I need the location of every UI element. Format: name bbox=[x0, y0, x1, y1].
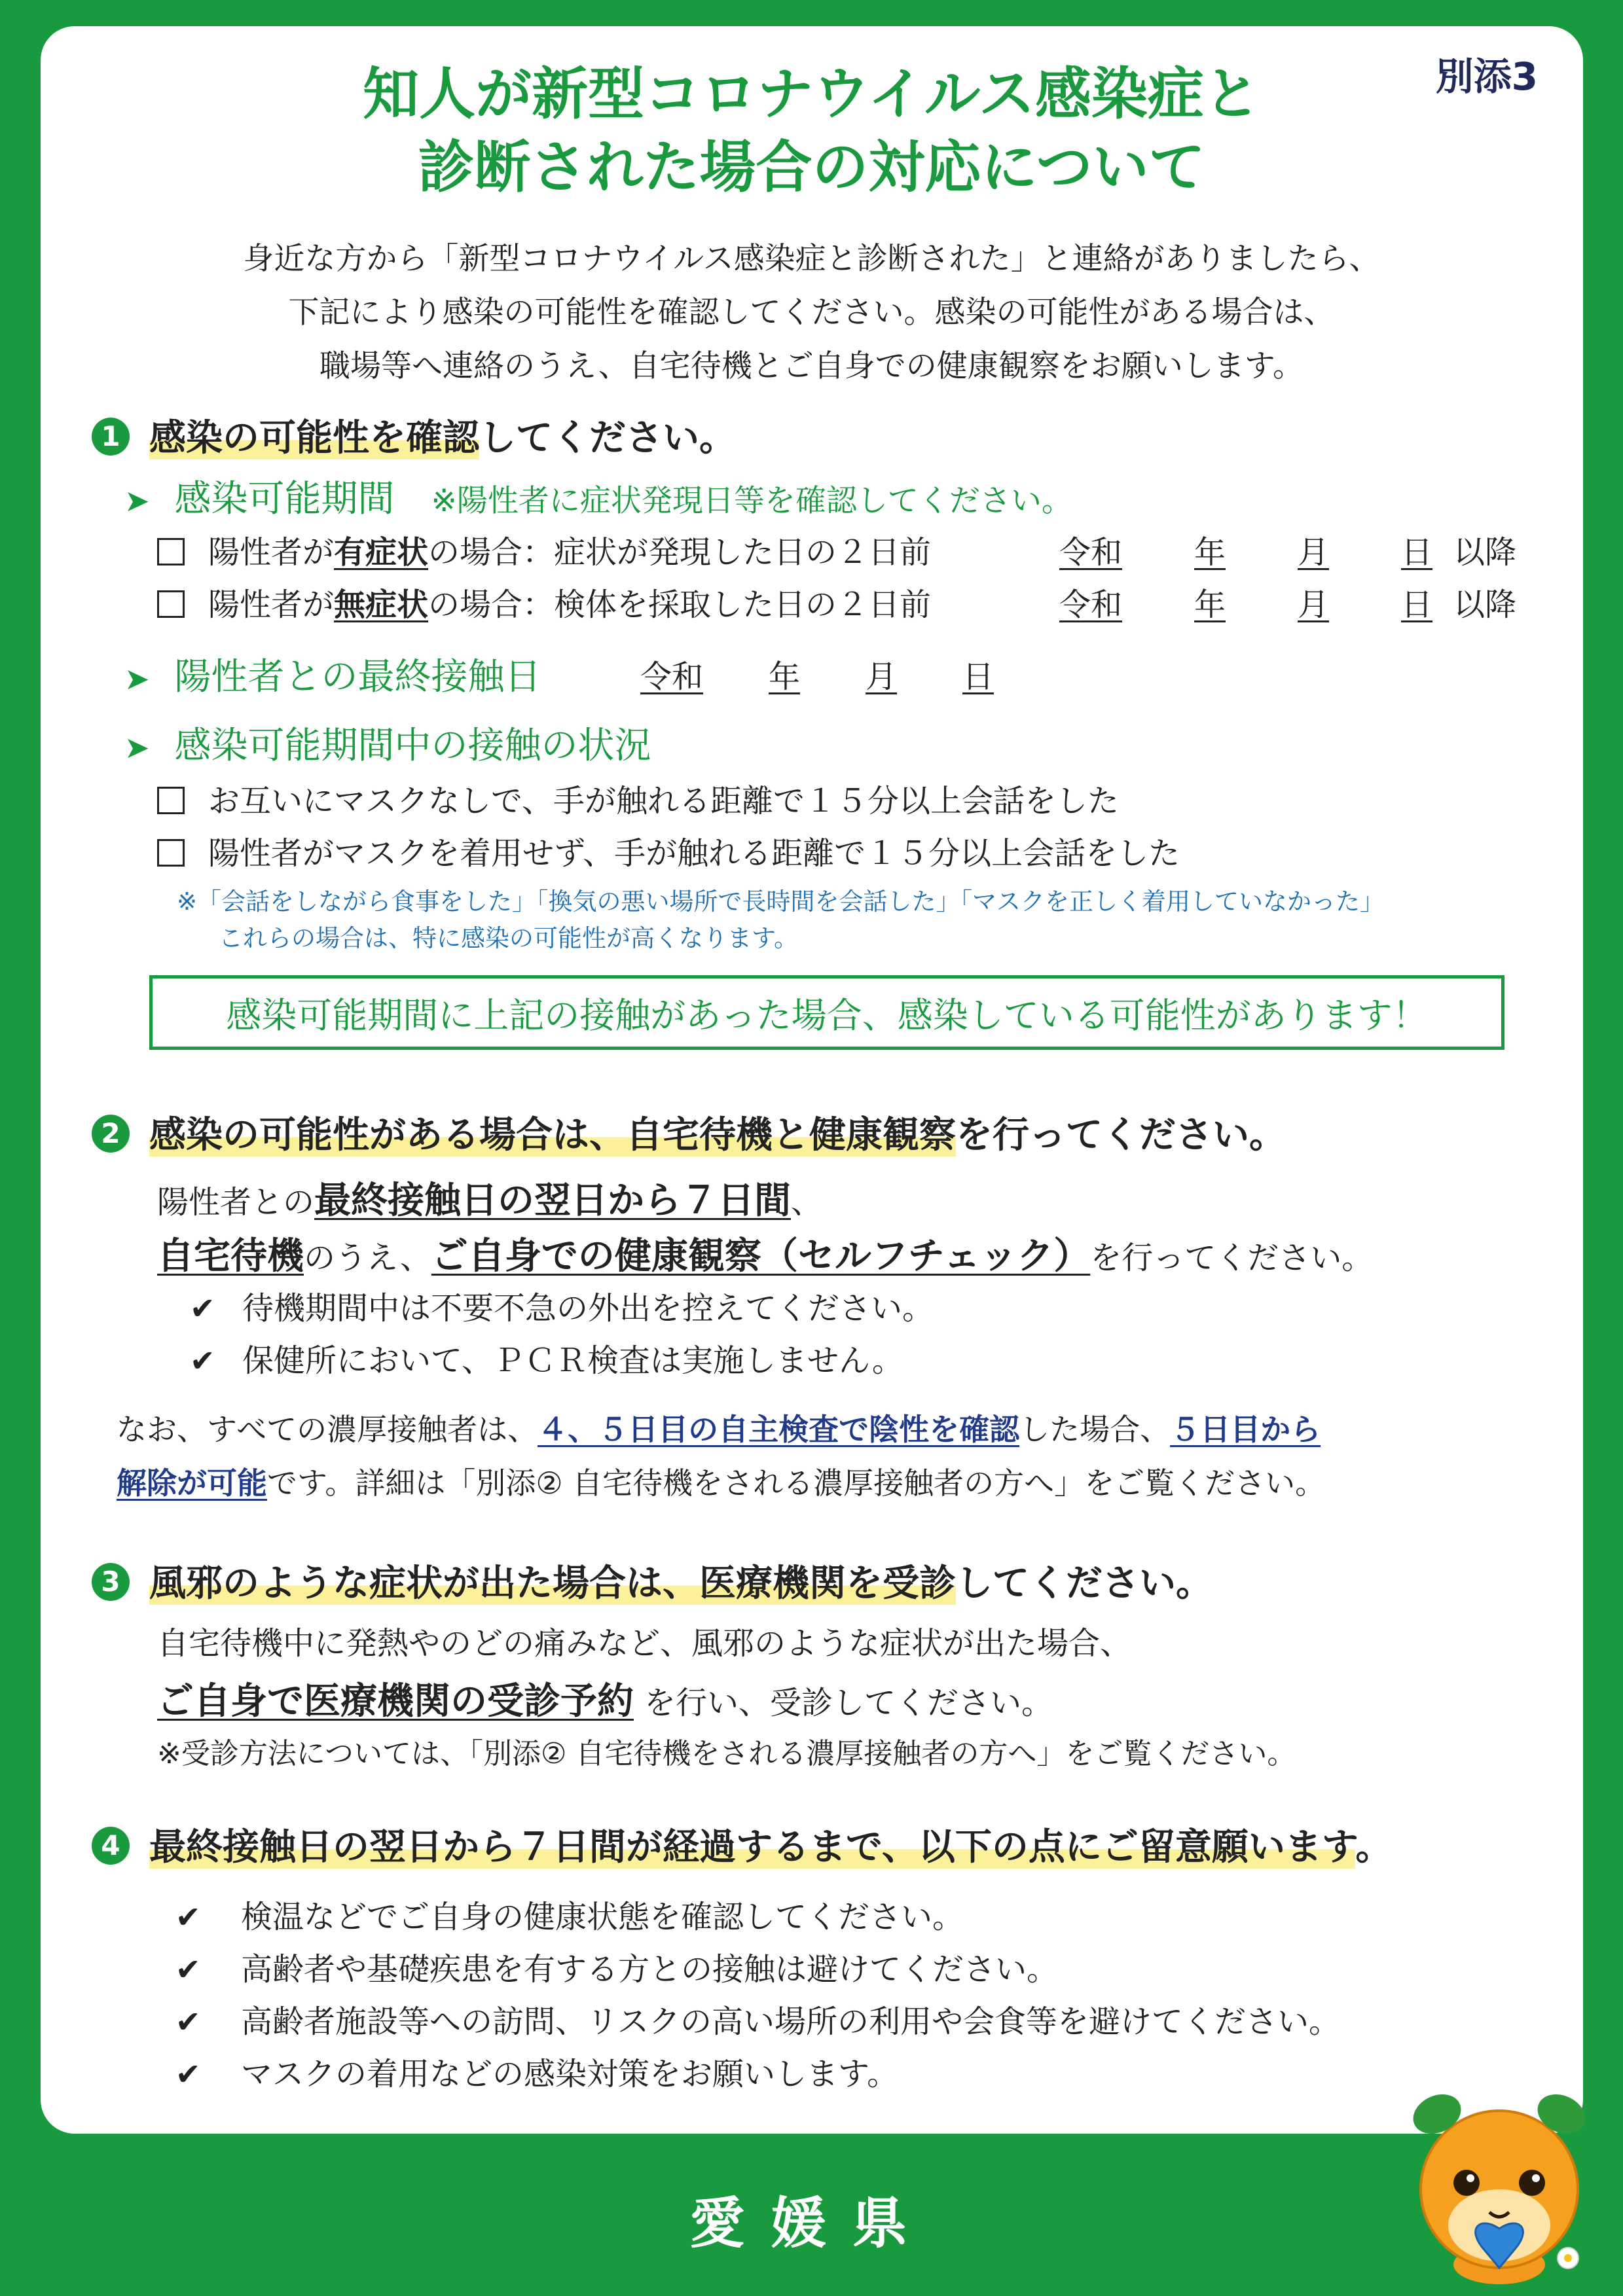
date-year: 年 bbox=[769, 658, 801, 695]
text: 陽性者との bbox=[157, 1184, 315, 1221]
last-contact-subheading bbox=[124, 648, 541, 700]
date-day: 日 bbox=[1401, 586, 1433, 623]
row-text: の場合：症状が発現した日の２日前 bbox=[428, 534, 932, 571]
text: です。詳細は「別添② 自宅待機をされる濃厚接触者の方へ」をご覧ください。 bbox=[267, 1465, 1326, 1501]
check-item bbox=[190, 1283, 934, 1328]
checkmark-icon: ✔ bbox=[175, 1952, 201, 1987]
date-era: 令和 bbox=[640, 658, 704, 695]
heading-highlight: 最終接触日の翌日から７日間が経過するまで、以下の点にご留意願います bbox=[149, 1826, 1356, 1869]
heading-highlight: 風邪のような症状が出た場合は、医療機関を受診 bbox=[149, 1562, 956, 1605]
release-note-line-1 bbox=[117, 1406, 1321, 1449]
date-day: 日 bbox=[1401, 534, 1433, 571]
title-line-1: 知人が新型コロナウイルス感染症と bbox=[363, 62, 1260, 127]
date-field-2[interactable] bbox=[1059, 579, 1460, 624]
text: なお、すべての濃厚接触者は、 bbox=[117, 1412, 538, 1447]
title-line-2: 診断された場合の対応について bbox=[418, 135, 1205, 200]
checkbox-icon[interactable] bbox=[157, 839, 185, 867]
check-text: 検温などでご自身の健康状態を確認してください。 bbox=[241, 1899, 964, 1935]
section-2-heading bbox=[92, 1106, 1286, 1158]
text: を行ってください。 bbox=[1090, 1240, 1374, 1276]
text: 、 bbox=[791, 1184, 823, 1221]
intro-text bbox=[0, 232, 1623, 393]
situation-label: 感染可能期間中の接触の状況 bbox=[174, 725, 651, 767]
section-2-line-1 bbox=[157, 1172, 822, 1224]
checkmark-icon: ✔ bbox=[175, 2004, 201, 2039]
row-text: 陽性者が bbox=[208, 586, 335, 623]
number-badge-4: 4 bbox=[92, 1827, 130, 1865]
date-month: 月 bbox=[1298, 586, 1330, 623]
row-text: 陽性者が bbox=[208, 534, 335, 571]
number-badge-1: 1 bbox=[92, 418, 130, 456]
row-emphasis: 有症状 bbox=[334, 534, 429, 571]
emphasis: ご自身での健康観察（セルフチェック） bbox=[431, 1235, 1091, 1278]
row-text: お互いにマスクなしで、手が触れる距離で１５分以上会話をした bbox=[208, 783, 1120, 819]
number-badge-2: 2 bbox=[92, 1115, 130, 1153]
last-contact-date-field[interactable] bbox=[640, 651, 1028, 696]
section-3-heading bbox=[92, 1554, 1213, 1607]
emphasis: ５日目から bbox=[1170, 1412, 1321, 1447]
intro-line: 身近な方から「新型コロナウイルス感染症と診断された」と連絡がありましたら、 bbox=[243, 241, 1380, 277]
check-text: 待機期間中は不要不急の外出を控えてください。 bbox=[242, 1290, 934, 1327]
heading-highlight: 感染の可能性がある場合は、自宅待機と健康観察 bbox=[149, 1114, 956, 1157]
caution-note-line: これらの場合は、特に感染の可能性が高くなります。 bbox=[219, 924, 799, 952]
text: した場合、 bbox=[1019, 1412, 1171, 1447]
caution-note-line: ※「会話をしながら食事をした」「換気の悪い場所で長時間を会話した」「マスクを正しく着用していなかった」 bbox=[177, 888, 1384, 916]
arrow-icon: ➤ bbox=[124, 730, 150, 765]
checkmark-icon: ✔ bbox=[190, 1343, 215, 1378]
mascot-eye bbox=[1519, 2170, 1545, 2196]
checkmark-icon: ✔ bbox=[175, 1899, 201, 1935]
after-label: 以降 bbox=[1453, 586, 1517, 623]
release-note-line-2 bbox=[117, 1460, 1325, 1503]
mascot-eye bbox=[1453, 2170, 1480, 2196]
footer-prefecture: 愛媛県 bbox=[689, 2191, 934, 2255]
row-text: の場合：検体を採取した日の２日前 bbox=[428, 586, 932, 623]
heading-highlight: 感染の可能性を確認 bbox=[149, 417, 479, 459]
row-emphasis: 無症状 bbox=[334, 586, 429, 623]
checkbox-icon[interactable] bbox=[157, 787, 185, 814]
arrow-icon: ➤ bbox=[124, 661, 150, 696]
row-text: 陽性者がマスクを着用せず、手が触れる距離で１５分以上会話をした bbox=[208, 835, 1180, 872]
checkbox-icon[interactable] bbox=[157, 538, 185, 565]
check-text: 保健所において、ＰＣＲ検査は実施しません。 bbox=[242, 1342, 903, 1379]
heading-rest: してください。 bbox=[956, 1562, 1213, 1605]
intro-line: 職場等へ連絡のうえ、自宅待機とご自身での健康観察をお願いします。 bbox=[319, 348, 1304, 384]
section-2-line-2 bbox=[157, 1227, 1373, 1280]
emphasis: ４、５日目の自主検査で陰性を確認 bbox=[538, 1412, 1020, 1447]
date-day: 日 bbox=[962, 658, 994, 695]
situation-row-1 bbox=[157, 776, 1119, 821]
text: のうえ、 bbox=[304, 1240, 431, 1276]
flower-center bbox=[1564, 2254, 1572, 2262]
date-era: 令和 bbox=[1059, 586, 1123, 623]
text: を行い、受診してください。 bbox=[644, 1685, 1053, 1721]
check-item bbox=[190, 1335, 903, 1380]
section-1-heading bbox=[92, 409, 736, 461]
heading-rest: 。 bbox=[1355, 1826, 1393, 1869]
after-label: 以降 bbox=[1453, 534, 1517, 571]
checkbox-icon[interactable] bbox=[157, 590, 185, 618]
section-3-line-2 bbox=[157, 1672, 1053, 1725]
check-item bbox=[175, 1996, 1340, 2041]
situation-subheading bbox=[124, 717, 651, 769]
check-item bbox=[175, 1944, 1058, 1989]
check-text: マスクの着用などの感染対策をお願いします。 bbox=[241, 2056, 899, 2092]
asymptomatic-row bbox=[157, 579, 931, 624]
mascot-eye-shine bbox=[1467, 2174, 1474, 2182]
heading-rest: を行ってください。 bbox=[956, 1114, 1286, 1157]
caution-note bbox=[177, 884, 1384, 957]
heading-rest: してください。 bbox=[479, 417, 736, 459]
date-year: 年 bbox=[1194, 534, 1226, 571]
warning-banner: 感染可能期間に上記の接触があった場合、感染している可能性があります！ bbox=[149, 975, 1504, 1050]
mascot-illustration bbox=[1401, 2075, 1597, 2284]
check-text: 高齢者施設等への訪問、リスクの高い場所の利用や会食等を避けてください。 bbox=[241, 2003, 1341, 2040]
emphasis: 解除が可能 bbox=[117, 1465, 267, 1501]
emphasis: 最終接触日の翌日から７日間 bbox=[314, 1179, 792, 1222]
date-month: 月 bbox=[1298, 534, 1330, 571]
check-text: 高齢者や基礎疾患を有する方との接触は避けてください。 bbox=[241, 1951, 1059, 1988]
emphasis: 自宅待機 bbox=[157, 1235, 304, 1278]
annex-label: 別添3 bbox=[1435, 54, 1538, 99]
checkmark-icon: ✔ bbox=[175, 2056, 201, 2092]
period-note: ※陽性者に症状発現日等を確認してください。 bbox=[431, 483, 1072, 519]
section-3-line-1: 自宅待機中に発熱やのどの痛みなど、風邪のような症状が出た場合、 bbox=[157, 1625, 1132, 1662]
date-year: 年 bbox=[1194, 586, 1226, 623]
period-subheading bbox=[124, 470, 1072, 522]
date-month: 月 bbox=[866, 658, 898, 695]
last-contact-label: 陽性者との最終接触日 bbox=[174, 656, 541, 698]
symptomatic-row bbox=[157, 527, 931, 572]
check-item bbox=[175, 2049, 898, 2094]
check-item bbox=[175, 1892, 964, 1937]
date-field-1[interactable] bbox=[1059, 527, 1460, 572]
section-4-heading bbox=[92, 1818, 1392, 1871]
page-title bbox=[0, 58, 1623, 204]
intro-line: 下記により感染の可能性を確認してください。感染の可能性がある場合は、 bbox=[288, 295, 1335, 331]
number-badge-3: 3 bbox=[92, 1563, 130, 1601]
situation-row-2 bbox=[157, 828, 1180, 873]
checkmark-icon: ✔ bbox=[190, 1291, 215, 1326]
period-label: 感染可能期間 bbox=[174, 478, 395, 520]
arrow-icon: ➤ bbox=[124, 483, 150, 518]
date-era: 令和 bbox=[1059, 534, 1123, 571]
mascot-eye-shine bbox=[1532, 2174, 1540, 2182]
emphasis: ご自身で医療機関の受診予約 bbox=[157, 1680, 634, 1723]
section-3-note: ※受診方法については、「別添② 自宅待機をされる濃厚接触者の方へ」をご覧ください。 bbox=[157, 1737, 1296, 1770]
